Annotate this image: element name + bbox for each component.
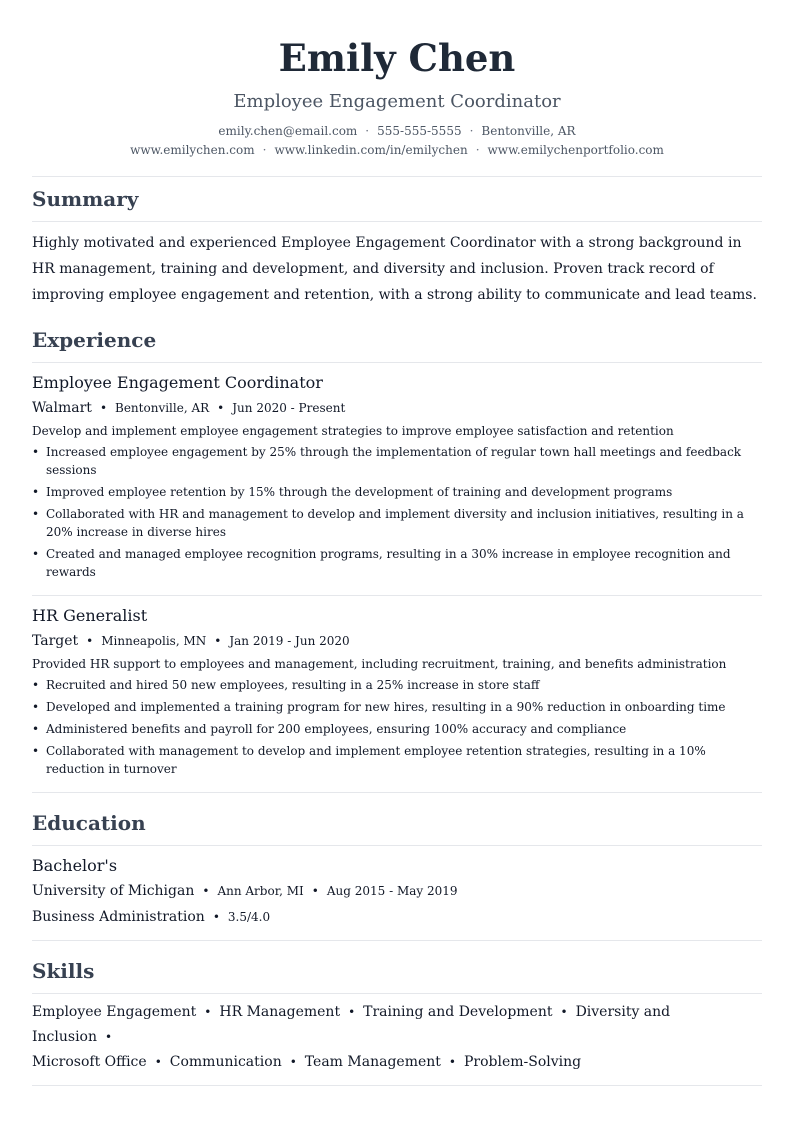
email-link[interactable]: emily.chen@email.com bbox=[218, 124, 358, 138]
bullet-separator: • bbox=[560, 1005, 568, 1019]
gpa: 3.5/4.0 bbox=[227, 910, 271, 924]
divider bbox=[32, 792, 762, 793]
website-link[interactable]: www.emilychen.com bbox=[130, 143, 255, 157]
separator: · bbox=[469, 124, 474, 138]
education-section bbox=[32, 801, 762, 941]
job-location: Minneapolis, MN bbox=[101, 634, 207, 648]
bullet-separator: • bbox=[348, 1005, 356, 1019]
bullet-separator: • bbox=[204, 1005, 212, 1019]
section-heading-experience: Experience bbox=[32, 328, 157, 352]
list-item: • Collaborated with HR and management to develop and implement diversity and inclusion initiatives, resulting in a 20% increase in diverse hires bbox=[32, 505, 762, 541]
list-item: • Collaborated with management to develop and implement employee retention strategies, resulting in a 10% reduction in turnover bbox=[32, 742, 762, 778]
education-entry bbox=[32, 846, 762, 940]
experience-section bbox=[32, 318, 762, 793]
section-heading-skills: Skills bbox=[32, 959, 95, 983]
company: Walmart bbox=[32, 400, 92, 416]
candidate-name: Emily Chen bbox=[278, 36, 516, 80]
job-dates: Jun 2020 - Present bbox=[232, 401, 346, 415]
job-entry bbox=[32, 596, 762, 792]
job-dates: Jan 2019 - Jun 2020 bbox=[229, 634, 350, 648]
skill-item: Training and Development bbox=[363, 1004, 553, 1020]
candidate-title: Employee Engagement Coordinator bbox=[233, 91, 561, 112]
summary-text: Highly motivated and experienced Employee Engagement Coordinator with a strong background in HR management, training and development, and diversity and inclusion. Proven track record of improving employee engagement and retention, with a strong ability to communicate and lead teams. bbox=[32, 235, 757, 303]
skill-item: Microsoft Office bbox=[32, 1054, 147, 1070]
contact-line-2 bbox=[32, 141, 762, 160]
divider bbox=[32, 940, 762, 941]
job-description: Develop and implement employee engagement strategies to improve employee satisfaction and retention bbox=[32, 424, 674, 438]
job-entry bbox=[32, 363, 762, 595]
skills-section bbox=[32, 949, 762, 1086]
list-item: • Administered benefits and payroll for 200 employees, ensuring 100% accuracy and compliance bbox=[32, 720, 762, 738]
job-bullets bbox=[32, 676, 762, 778]
skills-list bbox=[32, 994, 762, 1085]
bullet-separator: • bbox=[217, 401, 225, 415]
school-location: Ann Arbor, MI bbox=[217, 884, 304, 898]
list-item: • Recruited and hired 50 new employees, resulting in a 25% increase in store staff bbox=[32, 676, 762, 694]
separator: · bbox=[262, 143, 267, 157]
phone: 555-555-5555 bbox=[377, 124, 462, 138]
degree: Bachelor's bbox=[32, 856, 118, 875]
skill-item: Problem-Solving bbox=[463, 1054, 582, 1070]
job-location: Bentonville, AR bbox=[115, 401, 210, 415]
divider bbox=[32, 1085, 762, 1086]
bullet-separator: • bbox=[289, 1055, 297, 1069]
list-item: • Increased employee engagement by 25% through the implementation of regular town hall meetings and feedback sessions bbox=[32, 443, 762, 479]
list-item: • Improved employee retention by 15% through the development of training and development programs bbox=[32, 483, 762, 501]
job-title: Employee Engagement Coordinator bbox=[32, 373, 323, 392]
skill-item: HR Management bbox=[219, 1004, 341, 1020]
portfolio-link[interactable]: www.emilychenportfolio.com bbox=[487, 143, 664, 157]
school-dates: Aug 2015 - May 2019 bbox=[326, 884, 458, 898]
contact-line-1 bbox=[32, 122, 762, 141]
summary-section bbox=[32, 177, 762, 318]
bullet-separator: • bbox=[105, 1030, 113, 1044]
location: Bentonville, AR bbox=[481, 124, 576, 138]
bullet-separator: • bbox=[311, 884, 319, 898]
school: University of Michigan bbox=[32, 883, 195, 899]
list-item: • Developed and implemented a training program for new hires, resulting in a 90% reduction in onboarding time bbox=[32, 698, 762, 716]
section-heading-education: Education bbox=[32, 811, 146, 835]
job-meta bbox=[32, 395, 762, 421]
school-meta bbox=[32, 878, 762, 904]
resume-header bbox=[32, 0, 762, 160]
separator: · bbox=[365, 124, 370, 138]
linkedin-link[interactable]: www.linkedin.com/in/emilychen bbox=[274, 143, 468, 157]
bullet-separator: • bbox=[202, 884, 210, 898]
bullet-separator: • bbox=[154, 1055, 162, 1069]
job-title: HR Generalist bbox=[32, 606, 148, 625]
section-heading-summary: Summary bbox=[32, 187, 139, 211]
skill-item: Team Management bbox=[304, 1054, 441, 1070]
bullet-separator: • bbox=[99, 401, 108, 415]
list-item: • Created and managed employee recognition programs, resulting in a 30% increase in employee recognition and rewards bbox=[32, 545, 762, 581]
job-description: Provided HR support to employees and management, including recruitment, training, and benefits administration bbox=[32, 657, 727, 671]
company: Target bbox=[32, 633, 79, 649]
skill-item: Communication bbox=[169, 1054, 282, 1070]
field-meta bbox=[32, 904, 762, 930]
separator: · bbox=[475, 143, 480, 157]
skill-item: Diversity and Inclusion bbox=[32, 1004, 671, 1045]
job-bullets bbox=[32, 443, 762, 581]
skill-item: Employee Engagement bbox=[32, 1004, 197, 1020]
job-meta bbox=[32, 628, 762, 654]
bullet-separator: • bbox=[212, 910, 220, 924]
bullet-separator: • bbox=[86, 634, 94, 648]
bullet-separator: • bbox=[448, 1055, 456, 1069]
field-of-study: Business Administration bbox=[32, 909, 205, 925]
bullet-separator: • bbox=[214, 634, 222, 648]
